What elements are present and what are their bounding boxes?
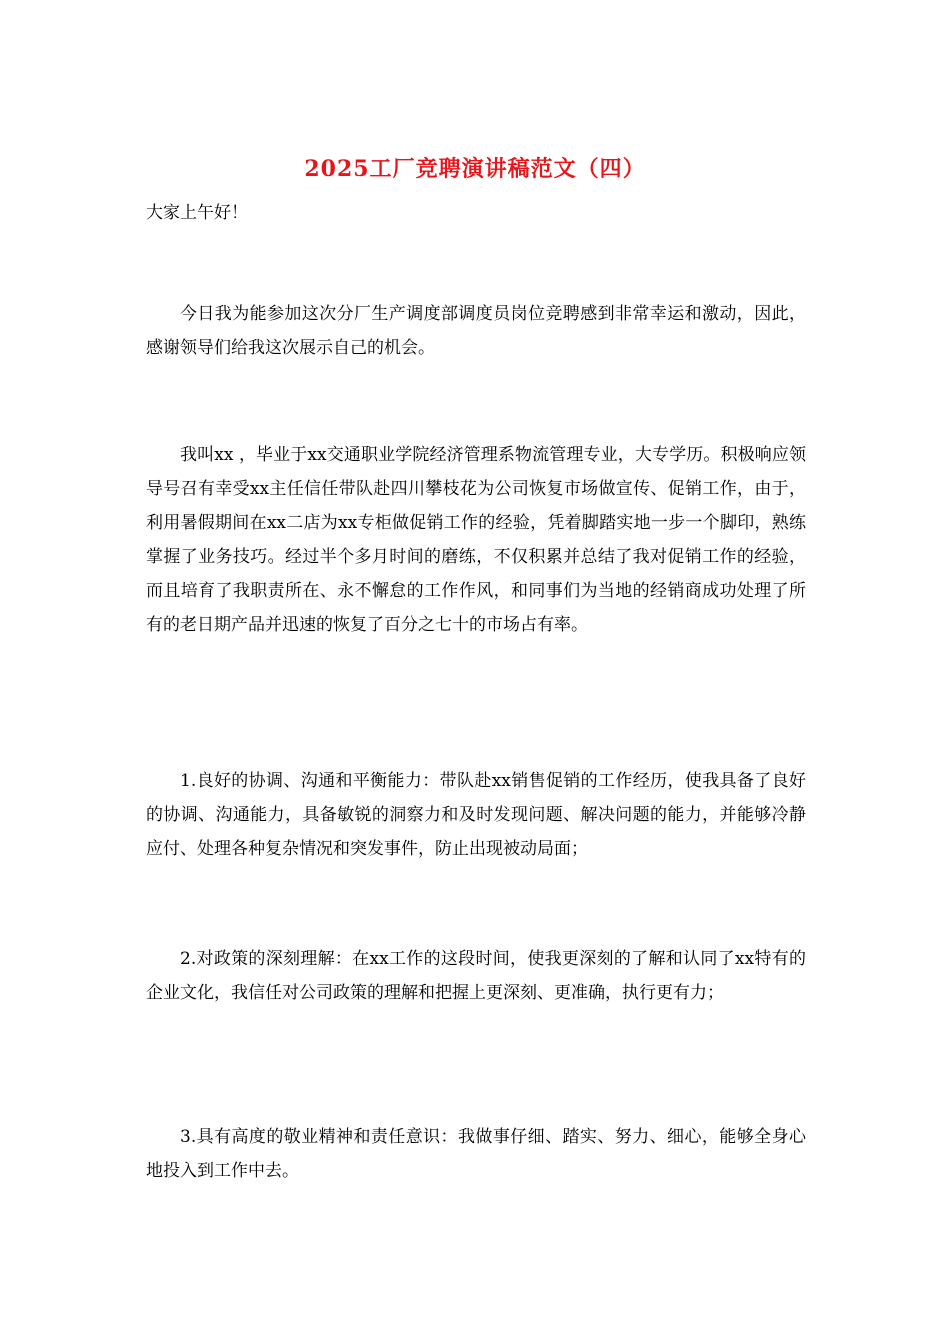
- paragraph-point-2: 2.对政策的深刻理解：在xx工作的这段时间，使我更深刻的了解和认同了xx特有的企业文化，我信任对公司政策的理解和把握上更深刻、更准确，执行更有力；: [146, 949, 806, 1003]
- paragraph-intro: 今日我为能参加这次分厂生产调度部调度员岗位竞聘感到非常幸运和激动，因此，感谢领导们给我这次展示自己的机会。: [146, 304, 806, 358]
- paragraph-point-1: 1.良好的协调、沟通和平衡能力：带队赴xx销售促销的工作经历，使我具备了良好的协调、沟通能力，具备敏锐的洞察力和及时发现问题、解决问题的能力，并能够冷静应付、处理各种复杂情况和突发事件，防止出现被动局面；: [146, 771, 806, 859]
- greeting-line: 大家上午好！: [146, 203, 248, 223]
- paragraph-point-3: 3.具有高度的敬业精神和责任意识：我做事仔细、踏实、努力、细心，能够全身心地投入到工作中去。: [146, 1127, 806, 1181]
- paragraph-background: 我叫xx ，毕业于xx交通职业学院经济管理系物流管理专业，大专学历。积极响应领导号召有幸受xx主任信任带队赴四川攀枝花为公司恢复市场做宣传、促销工作，由于，利用暑假期间在xx二店为xx专柜做促销工作的经验，凭着脚踏实地一步一个脚印，熟练掌握了业务技巧。经过半个多月时间的磨练，不仅积累并总结了我对促销工作的经验，而且培育了我职责所在、永不懈怠的工作作风，和同事们为当地的经销商成功处理了所有的老日期产品并迅速的恢复了百分之七十的市场占有率。: [146, 445, 806, 635]
- document-title: 2025工厂竞聘演讲稿范文（四）: [304, 156, 646, 182]
